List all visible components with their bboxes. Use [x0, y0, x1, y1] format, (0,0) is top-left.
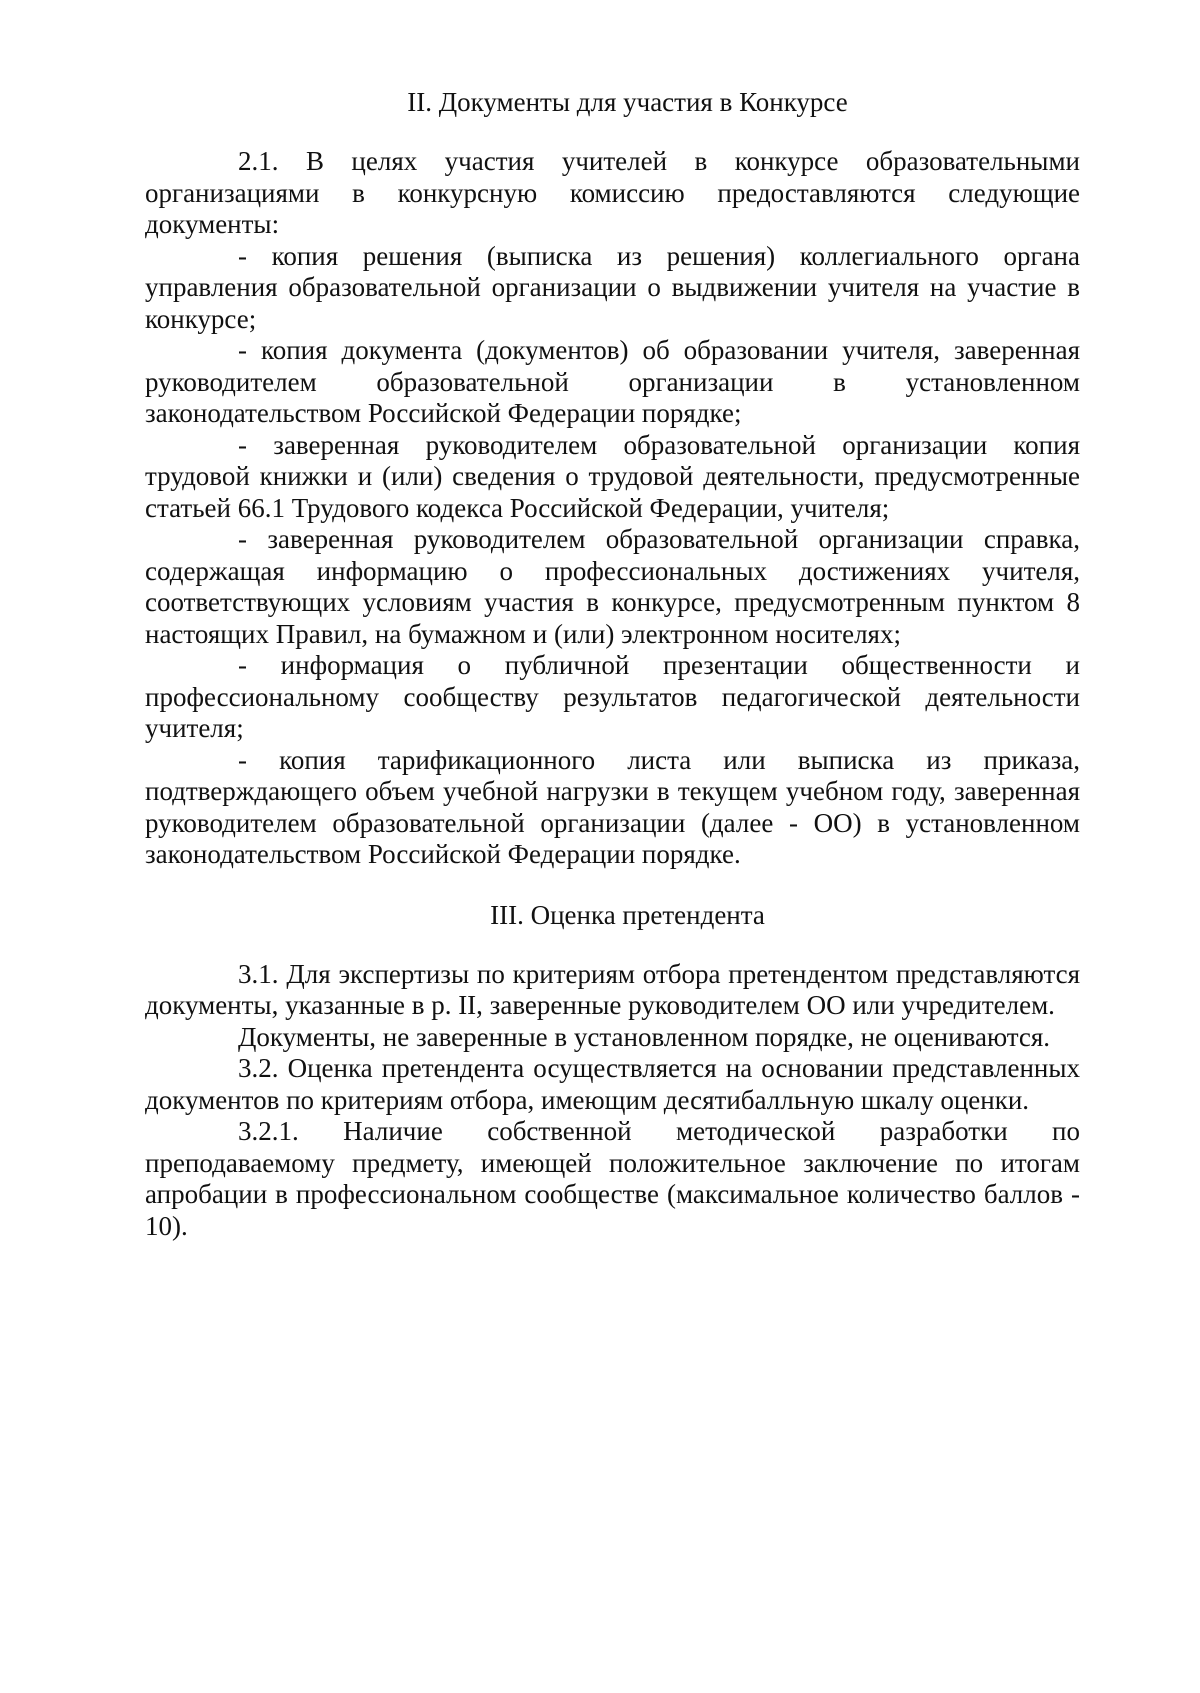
list-item-employment-record: - заверенная руководителем образовательной организации копия трудовой книжки и (или) сведения о трудовой деятельности, предусмотренные статьей 66.1 Трудового кодекса Российской Федерации, учителя; [145, 429, 1080, 523]
list-item-tariff-sheet: - копия тарификационного листа или выписка из приказа, подтверждающего объем учебной нагрузки в текущем учебном году, заверенная руководителем образовательной организации (далее - ОО) в установленном законодательством Российской Федерации порядке. [145, 744, 1080, 869]
section-3-heading: III. Оценка претендента [490, 899, 765, 930]
paragraph-3-2: 3.2. Оценка претендента осуществляется на основании представленных документов по критериям отбора, имеющим десятибалльную шкалу оценки. [145, 1053, 1080, 1115]
document-content [145, 86, 1080, 1242]
paragraph-3-1-unverified: Документы, не заверенные в установленном порядке, не оцениваются. [238, 1021, 1051, 1052]
paragraph-3-1: 3.1. Для экспертизы по критериям отбора претендентом представляются документы, указанные в р. II, заверенные руководителем ОО или учредителем. [145, 958, 1080, 1020]
list-item-achievements-certificate: - заверенная руководителем образовательной организации справка, содержащая информацию о профессиональных достижениях учителя, соответствующих условиям участия в конкурсе, предусмотренным пунктом 8 настоящих Правил, на бумажном и (или) электронном носителях; [145, 524, 1080, 649]
list-item-decision-copy: - копия решения (выписка из решения) коллегиального органа управления образовательной организации о выдвижении учителя на участие в конкурсе; [145, 240, 1080, 334]
list-item-public-presentation: - информация о публичной презентации общественности и профессиональному сообществу результатов педагогической деятельности учителя; [145, 650, 1080, 743]
paragraph-2-1: 2.1. В целях участия учителей в конкурсе образовательными организациями в конкурсную комиссию предоставляются следующие документы: [145, 146, 1080, 239]
section-2-heading: II. Документы для участия в Конкурсе [407, 87, 848, 117]
paragraph-3-2-1: 3.2.1. Наличие собственной методической разработки по преподаваемому предмету, имеющей положительное заключение по итогам апробации в профессиональном сообществе (максимальное количество баллов - 10). [145, 1116, 1080, 1241]
list-item-education-document: - копия документа (документов) об образовании учителя, заверенная руководителем образовательной организации в установленном законодательством Российской Федерации порядке; [145, 335, 1080, 428]
